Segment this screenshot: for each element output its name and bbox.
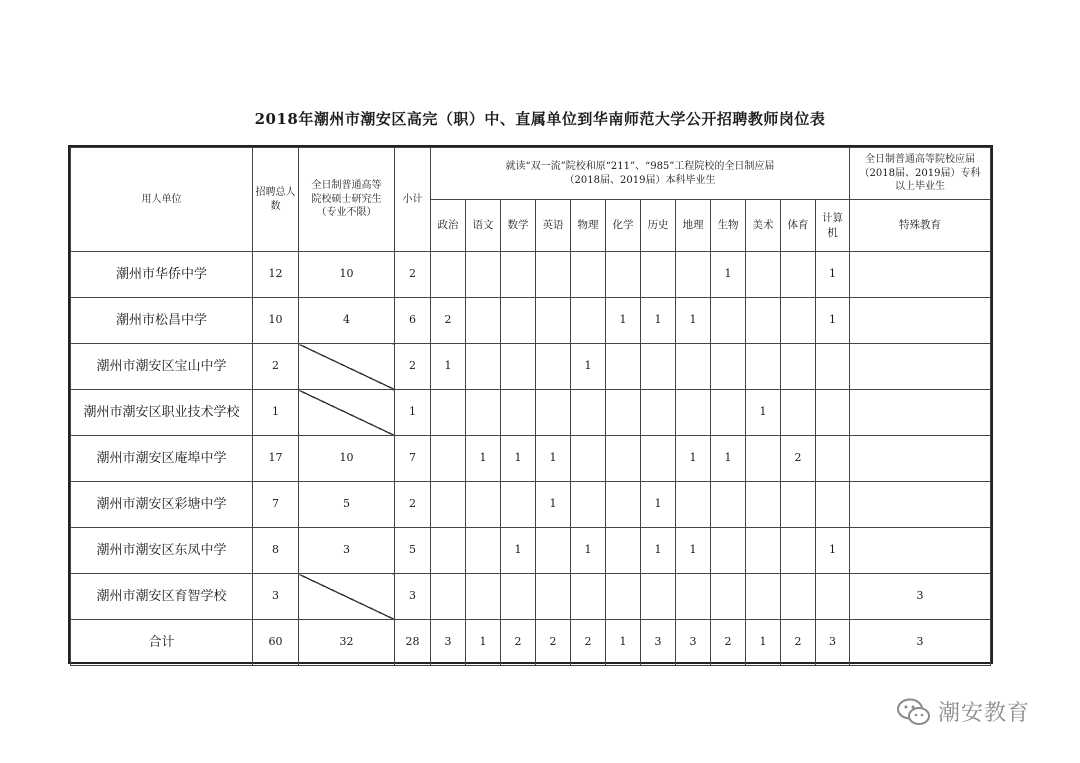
table-row (71, 344, 991, 390)
subject-cell: 1 (816, 298, 850, 344)
subject-cell (641, 344, 676, 390)
table-row (71, 528, 991, 574)
subject-cell (431, 436, 466, 482)
subject-cell (816, 574, 850, 620)
subtotal-cell: 7 (395, 436, 431, 482)
master-cell (299, 390, 395, 436)
subtotal-cell: 6 (395, 298, 431, 344)
subject-cell (781, 344, 816, 390)
subtotal-cell: 3 (395, 574, 431, 620)
subject-cell (746, 298, 781, 344)
table-row (71, 390, 991, 436)
subject-cell (501, 574, 536, 620)
subject-cell (606, 344, 641, 390)
table-row (71, 252, 991, 298)
subject-cell (466, 298, 501, 344)
watermark (896, 696, 1030, 727)
header-subject: 物理 (571, 200, 606, 252)
unit-cell: 潮州市松昌中学 (71, 298, 253, 344)
total-cell: 3 (253, 574, 299, 620)
subject-cell (641, 574, 676, 620)
special-cell (850, 298, 991, 344)
totals-master: 32 (299, 620, 395, 666)
page-title: 2018年潮州市潮安区高完（职）中、直属单位到华南师范大学公开招聘教师岗位表 (254, 110, 826, 128)
total-cell: 8 (253, 528, 299, 574)
recruitment-table (68, 145, 993, 664)
subject-cell (606, 390, 641, 436)
master-cell (299, 344, 395, 390)
total-cell: 17 (253, 436, 299, 482)
subject-cell (746, 528, 781, 574)
master-cell: 4 (299, 298, 395, 344)
subject-cell (781, 390, 816, 436)
subject-cell (816, 482, 850, 528)
subject-cell (781, 298, 816, 344)
totals-total: 60 (253, 620, 299, 666)
subject-cell (501, 252, 536, 298)
totals-subject: 2 (571, 620, 606, 666)
subject-cell (536, 390, 571, 436)
totals-subtotal: 28 (395, 620, 431, 666)
subject-cell: 1 (571, 344, 606, 390)
subject-cell (781, 252, 816, 298)
subject-cell (466, 390, 501, 436)
subject-cell (816, 436, 850, 482)
subject-cell (606, 528, 641, 574)
subject-cell (536, 574, 571, 620)
subject-cell (536, 344, 571, 390)
totals-subject: 2 (501, 620, 536, 666)
subject-cell (606, 436, 641, 482)
total-cell: 10 (253, 298, 299, 344)
subject-cell (606, 482, 641, 528)
totals-subject: 2 (711, 620, 746, 666)
subject-cell (606, 252, 641, 298)
subject-cell (816, 390, 850, 436)
subject-cell (501, 390, 536, 436)
header-row-1 (71, 148, 991, 200)
totals-subject: 3 (641, 620, 676, 666)
subject-cell (746, 574, 781, 620)
total-cell: 12 (253, 252, 299, 298)
subject-cell (571, 436, 606, 482)
subject-cell (676, 344, 711, 390)
header-subject: 生物 (711, 200, 746, 252)
subtotal-cell: 5 (395, 528, 431, 574)
subject-cell (781, 528, 816, 574)
subject-cell (816, 344, 850, 390)
subtotal-cell: 2 (395, 344, 431, 390)
header-master: 全日制普通高等院校硕士研究生（专业不限） (299, 148, 395, 252)
subject-cell (746, 252, 781, 298)
master-cell: 10 (299, 436, 395, 482)
subject-cell (466, 252, 501, 298)
subject-cell: 1 (641, 482, 676, 528)
subject-cell (711, 574, 746, 620)
header-total: 招聘总人数 (253, 148, 299, 252)
subject-cell (431, 528, 466, 574)
subject-cell (711, 482, 746, 528)
subject-cell (781, 482, 816, 528)
subject-cell (676, 574, 711, 620)
totals-subject: 2 (781, 620, 816, 666)
subject-cell: 1 (536, 482, 571, 528)
totals-subject: 3 (676, 620, 711, 666)
subject-cell (571, 298, 606, 344)
header-subject: 美术 (746, 200, 781, 252)
subject-cell: 1 (676, 436, 711, 482)
subject-cell: 2 (781, 436, 816, 482)
subject-cell (501, 482, 536, 528)
totals-subject: 1 (606, 620, 641, 666)
header-subject: 计算机 (816, 200, 850, 252)
subject-cell (606, 574, 641, 620)
subject-cell: 1 (501, 528, 536, 574)
subject-cell: 2 (431, 298, 466, 344)
subject-cell (431, 252, 466, 298)
subject-cell (431, 574, 466, 620)
header-subject: 地理 (676, 200, 711, 252)
special-cell: 3 (850, 574, 991, 620)
subject-cell (431, 482, 466, 528)
subject-cell (571, 482, 606, 528)
header-subject: 历史 (641, 200, 676, 252)
subject-cell: 1 (746, 390, 781, 436)
special-cell (850, 482, 991, 528)
subject-cell (746, 482, 781, 528)
subject-cell (501, 344, 536, 390)
subject-cell: 1 (431, 344, 466, 390)
subject-cell (571, 390, 606, 436)
subject-cell (571, 252, 606, 298)
totals-subject: 3 (431, 620, 466, 666)
unit-cell: 潮州市潮安区育智学校 (71, 574, 253, 620)
header-subject: 体育 (781, 200, 816, 252)
header-subject: 语文 (466, 200, 501, 252)
subject-cell (676, 482, 711, 528)
subject-cell: 1 (816, 252, 850, 298)
master-cell: 5 (299, 482, 395, 528)
totals-label: 合计 (71, 620, 253, 666)
subject-cell (746, 436, 781, 482)
subject-cell (711, 528, 746, 574)
header-subject: 化学 (606, 200, 641, 252)
header-subject: 数学 (501, 200, 536, 252)
master-cell: 10 (299, 252, 395, 298)
subject-cell (466, 344, 501, 390)
table-row (71, 298, 991, 344)
special-cell (850, 252, 991, 298)
subject-cell (711, 390, 746, 436)
total-cell: 1 (253, 390, 299, 436)
totals-subject: 2 (536, 620, 571, 666)
special-cell (850, 436, 991, 482)
table-row (71, 482, 991, 528)
subject-cell (536, 298, 571, 344)
header-college-group: 全日制普通高等院校应届（2018届、2019届）专科以上毕业生 (850, 148, 991, 200)
total-cell: 7 (253, 482, 299, 528)
wechat-icon (896, 697, 932, 727)
subject-cell (466, 574, 501, 620)
subject-cell (641, 436, 676, 482)
subtotal-cell: 1 (395, 390, 431, 436)
header-bachelor-group: 就读“双一流”院校和原“211”、“985”工程院校的全日制应届（2018届、2019届）本科毕业生 (431, 148, 850, 200)
subject-cell (641, 252, 676, 298)
subject-cell (431, 390, 466, 436)
subject-cell (676, 252, 711, 298)
unit-cell: 潮州市潮安区庵埠中学 (71, 436, 253, 482)
subject-cell: 1 (466, 436, 501, 482)
subject-cell (501, 298, 536, 344)
subtotal-cell: 2 (395, 482, 431, 528)
subject-cell (536, 528, 571, 574)
subject-cell (536, 252, 571, 298)
subject-cell: 1 (676, 298, 711, 344)
table-row (71, 574, 991, 620)
totals-subject: 1 (466, 620, 501, 666)
unit-cell: 潮州市潮安区职业技术学校 (71, 390, 253, 436)
subject-cell: 1 (816, 528, 850, 574)
subject-cell (711, 344, 746, 390)
subtotal-cell: 2 (395, 252, 431, 298)
subject-cell (641, 390, 676, 436)
subject-cell: 1 (676, 528, 711, 574)
unit-cell: 潮州市潮安区彩塘中学 (71, 482, 253, 528)
subject-cell: 1 (711, 436, 746, 482)
subject-cell (466, 528, 501, 574)
subject-cell: 1 (641, 298, 676, 344)
totals-row (71, 620, 991, 666)
subject-cell (781, 574, 816, 620)
header-special: 特殊教育 (850, 200, 991, 252)
subject-cell (466, 482, 501, 528)
subject-cell: 1 (606, 298, 641, 344)
totals-subject: 3 (816, 620, 850, 666)
unit-cell: 潮州市潮安区宝山中学 (71, 344, 253, 390)
totals-subject: 1 (746, 620, 781, 666)
header-subtotal: 小计 (395, 148, 431, 252)
special-cell (850, 528, 991, 574)
master-cell: 3 (299, 528, 395, 574)
subject-cell: 1 (571, 528, 606, 574)
subject-cell (711, 298, 746, 344)
special-cell (850, 344, 991, 390)
subject-cell (571, 574, 606, 620)
unit-cell: 潮州市华侨中学 (71, 252, 253, 298)
header-subject: 政治 (431, 200, 466, 252)
unit-cell: 潮州市潮安区东凤中学 (71, 528, 253, 574)
totals-special: 3 (850, 620, 991, 666)
header-subject: 英语 (536, 200, 571, 252)
subject-cell: 1 (536, 436, 571, 482)
subject-cell (746, 344, 781, 390)
special-cell (850, 390, 991, 436)
total-cell: 2 (253, 344, 299, 390)
watermark-text: 潮安教育 (938, 701, 1031, 726)
subject-cell: 1 (641, 528, 676, 574)
table-row (71, 436, 991, 482)
header-unit: 用人单位 (71, 148, 253, 252)
subject-cell: 1 (501, 436, 536, 482)
subject-cell (676, 390, 711, 436)
master-cell (299, 574, 395, 620)
subject-cell: 1 (711, 252, 746, 298)
